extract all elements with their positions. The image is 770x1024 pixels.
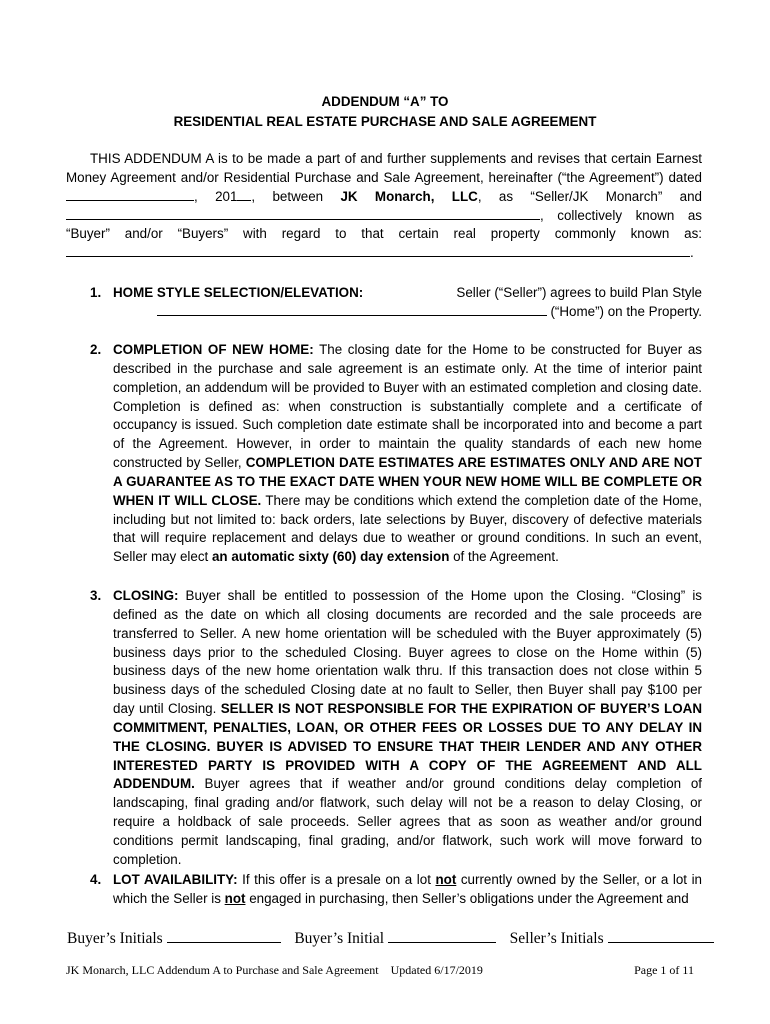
section-text: Buyer shall be entitled to possession of the Home upon the Closing. “Closing” is defined as the date on which all closing documents are recorded and the sale proceeds are transferred to Seller. A new home orientation will be scheduled with the Buyer approximately (5) business days prior to the scheduled Closing. Buyer agrees to close on the Home within (5) business days of the new home orientation walk thru. If this transaction does not close within 5 business days of the scheduled Closing date at no fault to Seller, then Buyer shall pay $100 per day until Closing. (113, 588, 702, 717)
footer-document-info: JK Monarch, LLC Addendum A to Purchase and Sale Agreement Updated 6/17/2019 (66, 963, 483, 977)
section-text: Seller (“Seller”) agrees to build Plan Style (456, 285, 702, 300)
section-number: 4. (90, 872, 102, 887)
year-blank[interactable] (237, 188, 251, 201)
intro-text: THIS ADDENDUM A is to be made a part of and further supplements and revises that certain Earnest Money Agreement and/or Residential Purchase and Sale Agreement, hereinafter (“the Agreement”) dated (66, 151, 702, 185)
section-lot-availability (90, 871, 702, 909)
intro-text: , between (251, 188, 341, 204)
buyer-initial-field[interactable] (388, 928, 496, 943)
intro-paragraph (66, 150, 702, 263)
section-number: 1. (90, 285, 102, 300)
section-heading: CLOSING: (113, 588, 179, 603)
buyer-initials-label: Buyer’s Initials (67, 930, 167, 947)
document-title-line-1: ADDENDUM “A” TO (321, 94, 449, 109)
section-text: engaged in purchasing, then Seller’s obligations under the Agreement and (245, 890, 689, 906)
section-text: of the Agreement. (449, 549, 559, 565)
section-bold-text: SELLER IS NOT RESPONSIBLE FOR THE EXPIRATION OF BUYER’S LOAN COMMITMENT, PENALTIES, LOAN, OR OTHER FEES OR LOSSES DUE TO ANY DELAY IN THE CLOSING. BUYER IS ADVISED TO ENSURE THAT THEIR LENDER AND ANY OTHER INTERESTED PARTY IS PROVIDED WITH A COPY OF THE AGREEMENT AND ALL ADDENDUM. (113, 701, 702, 792)
property-address-blank[interactable] (66, 244, 690, 257)
section-text: currently owned by the Seller, or a lot in which the Seller is (113, 872, 702, 906)
intro-text: . (690, 245, 694, 261)
section-text: Buyer agrees that if weather and/or ground conditions delay completion of landscaping, final grading and/or flatwork, such delay will not be a reason to delay Closing, or require a holdback of sale proceeds. Seller agrees that as soon as weather and/or ground conditions permit landscaping, final grading, and/or flatwork, such work will move forward to completion. (113, 776, 702, 867)
section-heading: COMPLETION OF NEW HOME: (113, 342, 314, 357)
buyer-name-blank[interactable] (66, 207, 540, 220)
initials-row (67, 928, 714, 949)
document-title-line-2: RESIDENTIAL REAL ESTATE PURCHASE AND SALE AGREEMENT (173, 114, 597, 129)
page-footer (66, 961, 702, 980)
section-heading: LOT AVAILABILITY: (113, 872, 238, 887)
intro-text: , 201 (194, 188, 238, 204)
section-text: If this offer is a presale on a lot (237, 872, 436, 887)
section-closing (90, 587, 702, 870)
section-bold-text: COMPLETION DATE ESTIMATES ARE ESTIMATES ONLY AND ARE NOT A GUARANTEE AS TO THE EXACT DATE WHEN YOUR NEW HOME WILL BE COMPLETE OR WHEN IT WILL CLOSE. (113, 455, 702, 508)
date-blank[interactable] (66, 188, 194, 201)
plan-style-blank[interactable] (157, 303, 547, 316)
intro-text: , collectively known as “Buyer” and/or “Buyers” with regard to that certain real property commonly known as: (66, 207, 702, 242)
buyer-initial-label: Buyer’s Initial (294, 930, 388, 947)
seller-initials-label: Seller’s Initials (509, 930, 608, 947)
section-underlined-text: not (224, 890, 246, 906)
section-underlined-text: not (435, 872, 457, 887)
page-number: Page 1 of 11 (634, 963, 694, 977)
buyer-initials-field[interactable] (167, 928, 281, 943)
section-bold-text: an automatic sixty (60) day extension (211, 549, 450, 565)
company-name: JK Monarch, LLC (340, 188, 478, 204)
section-number: 3. (90, 588, 102, 603)
section-number: 2. (90, 342, 102, 357)
section-home-style (90, 284, 702, 322)
section-text: There may be conditions which extend the completion date of the Home, including but not limited to: back orders, late selections by Buyer, discovery of defective materials that will require replacement and delays due to weather or ground conditions. In such an event, Seller may elect (113, 492, 703, 565)
section-text: (“Home”) on the Property. (546, 303, 702, 319)
section-completion (90, 341, 702, 567)
section-heading: HOME STYLE SELECTION/ELEVATION: (113, 285, 364, 300)
intro-text: , as “Seller/JK Monarch” and (477, 188, 702, 204)
section-text: The closing date for the Home to be constructed for Buyer as described in the purchase and sale agreement is an estimate only. At the time of interior paint completion, an addendum will be provided to Buyer with an estimated completion and closing date. Completion is defined as: when construction is substantially complete and a certificate of occupancy is issued. Such completion date estimate shall be incorporated into and become a part of the Agreement. However, in order to maintain the quality standards of each new home constructed by Seller, (113, 342, 702, 471)
seller-initials-field[interactable] (608, 928, 714, 943)
